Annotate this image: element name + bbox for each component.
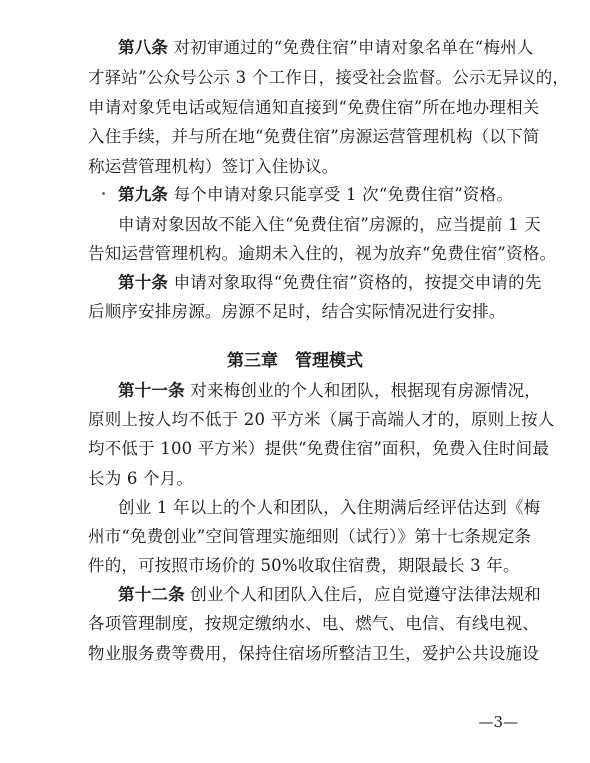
article-label: 第十条	[118, 273, 169, 292]
paragraph-line: 原则上按人均不低于 20 平方米（属于高端人才的，原则上按人	[88, 410, 555, 429]
article-text: 每个申请对象只能享受 1 次“免费住宿”资格。	[173, 185, 514, 204]
paragraph-line: 均不低于 100 平方米）提供“免费住宿”面积，免费入住时间最	[88, 439, 550, 458]
paragraph-line: 称运营管理机构）签订入住协议。	[88, 157, 339, 176]
paragraph-line: 告知运营管理机构。逾期未入住的，视为放弃“免费住宿”资格。	[88, 244, 557, 263]
page-number: —3—	[478, 713, 518, 731]
article-label: 第八条	[118, 38, 169, 57]
article-text: 对初审通过的“免费住宿”申请对象名单在“梅州人	[173, 38, 534, 57]
paragraph-line: 才驿站”公众号公示 3 个工作日，接受社会监督。公示无异议的，	[88, 68, 570, 87]
paragraph-line: 申请对象因故不能入住“免费住宿”房源的，应当提前 1 天	[118, 215, 541, 234]
chapter-heading: 第三章 管理模式	[227, 351, 363, 371]
article-label: 第十一条	[118, 381, 185, 400]
paragraph-line: 州市“免费创业”空间管理实施细则（试行）》第十七条规定条	[88, 527, 532, 546]
paragraph-line: 申请对象凭电话或短信通知直接到“免费住宿”所在地办理相关	[88, 98, 540, 117]
article-text: 申请对象取得“免费住宿”资格的，按提交申请的先	[173, 273, 542, 292]
article-text: 对来梅创业的个人和团队，根据现有房源情况，	[190, 381, 541, 400]
scan-speck	[102, 192, 105, 195]
article-text: 创业个人和团队入住后，应自觉遵守法律法规和	[190, 585, 541, 604]
paragraph-line: 件的，可按照市场价的 50%收取住宿费，期限最长 3 年。	[88, 556, 520, 575]
paragraph-line: 创业 1 年以上的个人和团队，入住期满后经评估达到《梅	[118, 498, 541, 517]
paragraph-line: 后顺序安排房源。房源不足时，结合实际情况进行安排。	[88, 302, 506, 321]
paragraph-line	[118, 273, 548, 293]
paragraph-line: 物业服务费等费用，保持住宿场所整洁卫生，爱护公共设施设	[88, 644, 539, 663]
paragraph-line: 各项管理制度，按规定缴纳水、电、燃气、电信、有线电视、	[88, 614, 539, 633]
paragraph-line: 长为 6 个月。	[88, 469, 194, 488]
paragraph-line	[118, 381, 548, 401]
paragraph-line: 入住手续，并与所在地“免费住宿”房源运营管理机构（以下简	[88, 127, 540, 146]
article-label: 第九条	[118, 185, 169, 204]
paragraph-line	[118, 585, 548, 605]
paragraph-line	[118, 38, 548, 58]
article-label: 第十二条	[118, 585, 185, 604]
paragraph-line	[118, 185, 548, 205]
